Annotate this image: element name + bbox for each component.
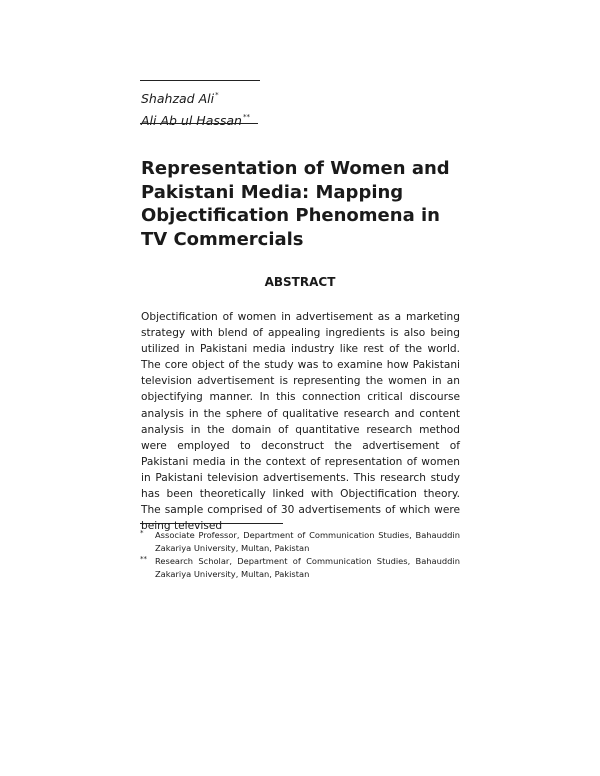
footnote-2 xyxy=(140,555,460,580)
footnote-2-mark: ** xyxy=(140,555,147,564)
author-1-name: Shahzad Ali xyxy=(141,91,215,106)
footnote-2-text: Research Scholar, Department of Communication Studies, Bahauddin Zakariya University, Multan, Pakistan xyxy=(155,556,460,579)
paper-title: Representation of Women and Pakistani Media: Mapping Objectification Phenomena in TV Commercials xyxy=(141,158,450,250)
author-2 xyxy=(141,108,250,130)
author-2-mark: ** xyxy=(242,113,250,121)
author-1 xyxy=(141,86,250,108)
footnotes xyxy=(140,529,460,581)
footnote-rule xyxy=(140,523,283,524)
author-top-rule xyxy=(140,80,260,81)
footnote-1-text: Associate Professor, Department of Communication Studies, Bahauddin Zakariya University, Multan, Pakistan xyxy=(155,530,460,553)
footnote-1-mark: * xyxy=(140,529,144,537)
abstract-heading: ABSTRACT xyxy=(264,275,336,289)
abstract-text: Objectification of women in advertisement as a marketing strategy with blend of appealing ingredients is also being utilized in Pakistani media industry like rest of the world. The core object of the study was to examine how Pakistani television advertisement is representing the women in an objectifying manner. In this connection critical discourse analysis in the sphere of qualitative research and content analysis in the domain of quantitative research method were employed to deconstruct the advertisement of Pakistani media in the context of representation of women in Pakistani television advertisements. This research study has been theoretically linked with Objectification theory. The sample comprised of 30 advertisements of which were being televised xyxy=(141,311,460,533)
author-2-name: Ali Ab ul Hassan xyxy=(141,113,242,128)
author-bottom-rule xyxy=(140,123,258,124)
author-1-mark: * xyxy=(215,91,219,99)
footnote-1 xyxy=(140,529,460,554)
